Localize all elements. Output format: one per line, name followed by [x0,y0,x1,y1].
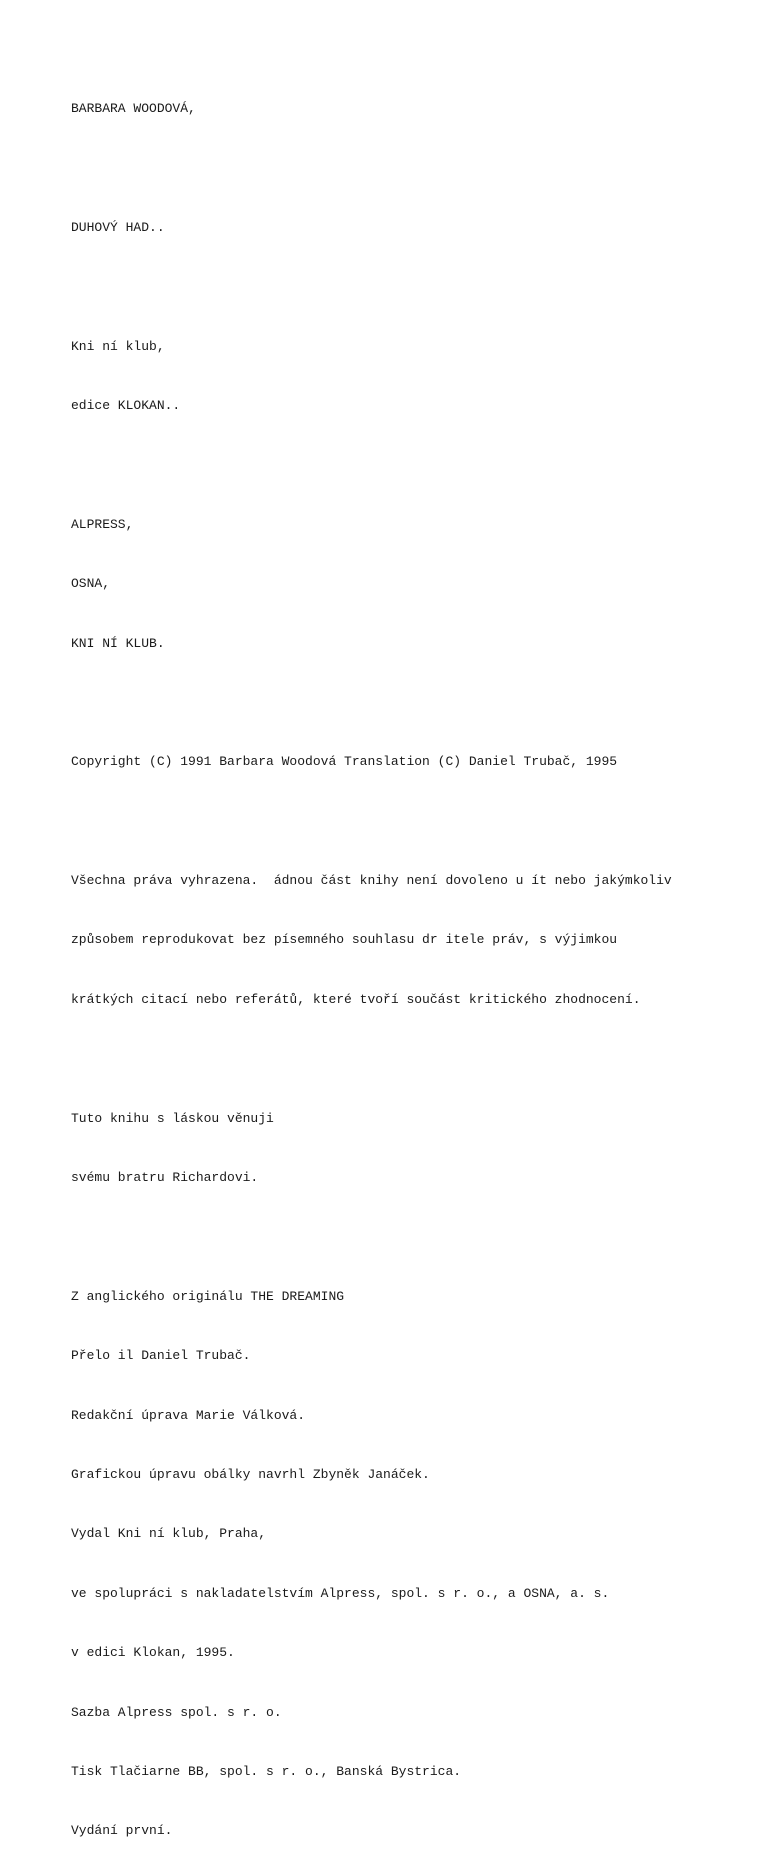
blank-line [71,807,751,836]
dedication-line: Tuto knihu s láskou věnuji [71,1110,274,1126]
credit-line: Vydání první. [71,1823,173,1839]
rights-line: způsobem reprodukovat bez písemného souhlasu dr itele práv, s výjimkou [71,932,618,948]
rights-line: krátkých citací nebo referátů, které tvoří součást kritického zhodnocení. [71,991,641,1007]
document-text [71,64,751,1876]
credit-line: Přelo il Daniel Trubač. [71,1348,251,1364]
rights-line: Všechna práva vyhrazena. ádnou část knihy není dovoleno u ít nebo jakýmkoliv [71,873,672,889]
publisher-line: KNI NÍ KLUB. [71,635,165,651]
credit-line: Sazba Alpress spol. s r. o. [71,1704,282,1720]
book-title: DUHOVÝ HAD.. [71,219,165,235]
blank-line [71,450,751,479]
credit-line: ve spolupráci s nakladatelstvím Alpress, spol. s r. o., a OSNA, a. s. [71,1585,610,1601]
credit-line: Grafickou úpravu obálky navrhl Zbyněk Janáček. [71,1466,430,1482]
credit-line: Z anglického originálu THE DREAMING [71,1288,345,1304]
blank-line [71,688,751,717]
copyright-line: Copyright (C) 1991 Barbara Woodová Translation (C) Daniel Trubač, 1995 [71,754,618,770]
blank-line [71,272,751,301]
author-line: BARBARA WOODOVÁ, [71,101,196,116]
credit-line: Redakční úprava Marie Válková. [71,1407,306,1423]
credit-line: v edici Klokan, 1995. [71,1645,235,1661]
edition-line: edice KLOKAN.. [71,397,181,413]
club-line: Kni ní klub, [71,338,165,354]
publisher-line: ALPRESS, [71,516,134,532]
blank-line [71,153,751,182]
blank-line [71,1222,751,1251]
credit-line: Vydal Kni ní klub, Praha, [71,1526,267,1542]
publisher-line: OSNA, [71,576,111,592]
dedication-line: svému bratru Richardovi. [71,1170,259,1186]
blank-line [71,1044,751,1073]
credit-line: Tisk Tlačiarne BB, spol. s r. o., Banská Bystrica. [71,1763,462,1779]
